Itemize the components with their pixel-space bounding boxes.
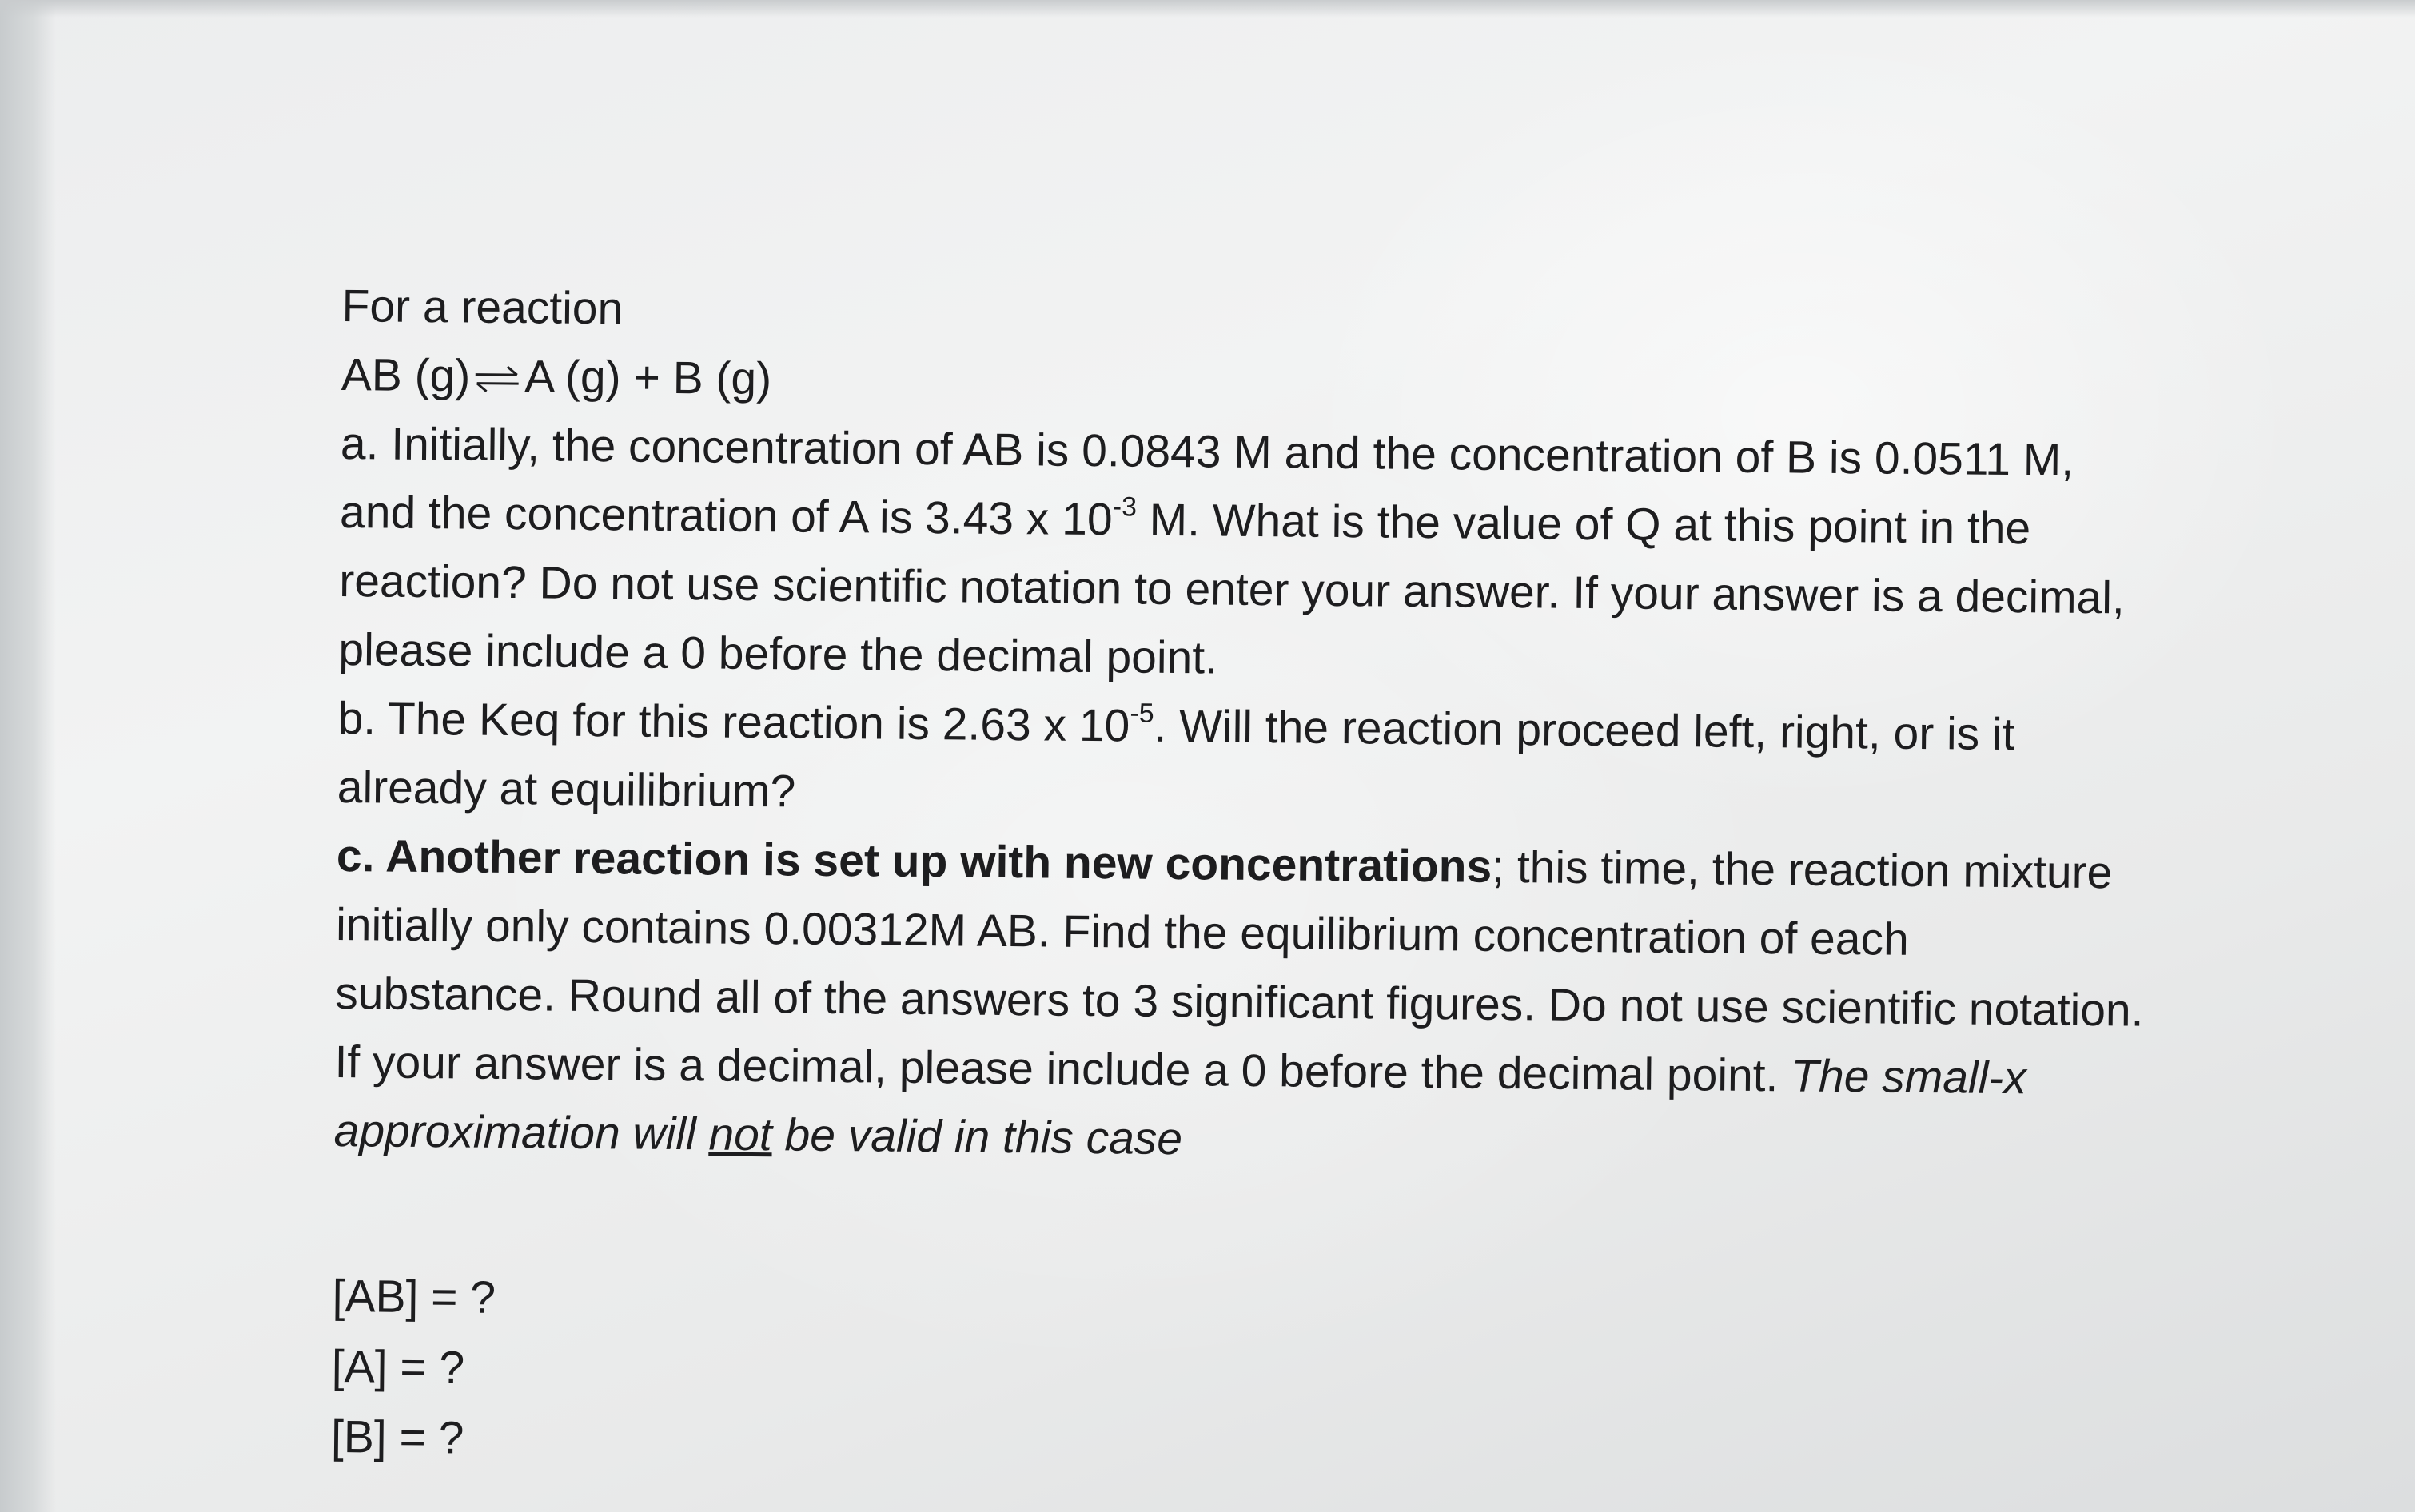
- question-text: [331, 272, 2325, 1491]
- part-c-line-5-rest: be valid in this case: [771, 1109, 1183, 1165]
- answer-b: [B] = ?: [330, 1411, 464, 1464]
- part-b-line-1-rest: . Will the reaction proceed left, right, or is it: [1154, 700, 2015, 761]
- part-a-line-3: reaction? Do not use scientific notation to enter your answer. If your answer is a decimal,: [338, 555, 2126, 624]
- part-c-line-2: initially only contains 0.00312M AB. Find the equilibrium concentration of each: [335, 898, 1910, 965]
- reaction-products: A (g) + B (g): [524, 351, 772, 405]
- part-a-line-4: please include a 0 before the decimal point.: [338, 623, 1218, 684]
- part-a-exponent: -3: [1112, 491, 1138, 523]
- screen-top-edge: [0, 0, 2415, 18]
- answer-a: [A] = ?: [331, 1340, 465, 1394]
- part-c-underlined-word: not: [708, 1108, 773, 1161]
- screen-left-edge: [0, 0, 56, 1512]
- part-a-line-2-rest: M. What is the value of Q at this point in the: [1136, 494, 2031, 555]
- part-b-line-2: already at equilibrium?: [337, 761, 796, 818]
- intro-title: For a reaction: [341, 280, 624, 335]
- part-a-line-1: a. Initially, the concentration of AB is 0.0843 M and the concentration of B is 0.0511 M,: [340, 417, 2074, 486]
- part-c-italic-note: The small-x: [1790, 1050, 2027, 1104]
- part-c-bold-text: c. Another reaction is set up with new concentrations: [336, 830, 1492, 893]
- answer-ab: [AB] = ?: [332, 1270, 496, 1323]
- part-b-exponent: -5: [1130, 698, 1154, 729]
- part-b-line-1-text: b. The Keq for this reaction is 2.63 x 10: [337, 692, 1130, 752]
- part-c-line-4-text: If your answer is a decimal, please include a 0 before the decimal point.: [334, 1036, 1791, 1102]
- part-c-line-5-text: approximation will: [333, 1104, 709, 1160]
- reaction-reactant: AB (g): [341, 348, 471, 402]
- answer-list: [331, 1261, 2315, 1491]
- spacer: [333, 1165, 2316, 1280]
- equilibrium-arrows-icon: [472, 363, 521, 396]
- part-a-line-2-text: and the concentration of A is 3.43 x 10: [339, 486, 1113, 546]
- part-c-line-3: substance. Round all of the answers to 3 significant figures. Do not use scientific notation.: [335, 967, 2144, 1037]
- part-c-line-1-rest: ; this time, the reaction mixture: [1491, 841, 2113, 899]
